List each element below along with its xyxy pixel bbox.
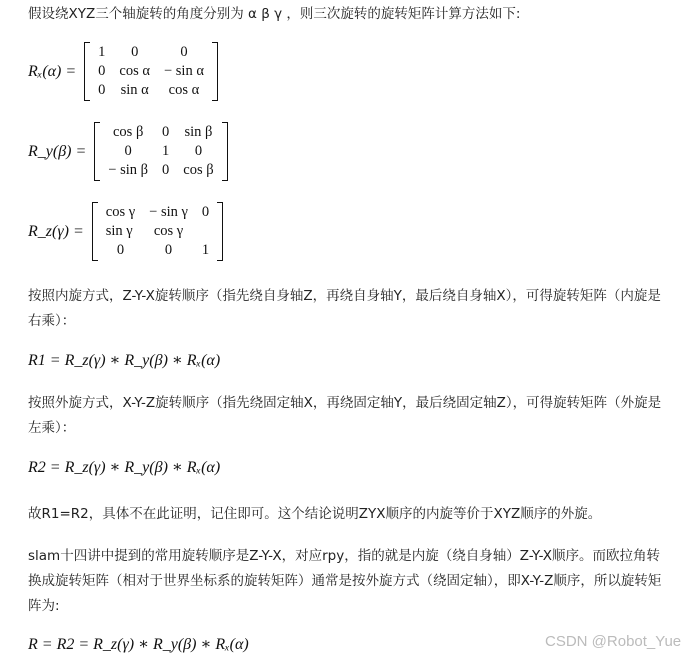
matrix-cell: 0: [124, 143, 132, 159]
matrix-cell: 0: [180, 44, 188, 60]
matrix-cell: sin α: [120, 82, 149, 98]
matrix-cell: [195, 222, 216, 241]
watermark: CSDN @Robot_Yue: [545, 633, 682, 650]
r2-equation: R2 = R_z(γ) ∗ R_y(β) ∗ Rₓ(α): [28, 459, 221, 476]
matrix-cell: sin γ: [105, 223, 133, 239]
matrix-cell: 0: [164, 242, 173, 258]
matrix-cell: cos α: [119, 63, 150, 79]
rz-equation: [28, 202, 223, 261]
intrinsic-rotation-text: 按照内旋方式，Z-Y-X旋转顺序（指先绕自身轴Z，再绕自身轴Y，最后绕自身轴X），可得旋转矩阵（内旋是右乘）：: [28, 288, 661, 329]
matrix-cell: cos α: [168, 82, 200, 98]
matrix-cell: cos β: [112, 124, 144, 140]
rx-equation: [28, 42, 218, 101]
r-equation: R = R2 = R_z(γ) ∗ R_y(β) ∗ Rₓ(α): [28, 636, 249, 653]
matrix-cell: sin β: [184, 124, 213, 140]
rx-label: Rₓ(α) =: [28, 62, 77, 80]
matrix-cell: cos β: [183, 162, 214, 178]
ry-matrix: [94, 122, 227, 181]
extrinsic-rotation-text: 按照外旋方式，X-Y-Z旋转顺序（指先绕固定轴X，再绕固定轴Y，最后绕固定轴Z），可得旋转矩阵（外旋是左乘）：: [28, 395, 662, 436]
matrix-cell: 0: [98, 63, 106, 79]
matrix-cell: 0: [98, 82, 106, 98]
intro-text: 假设绕XYZ三个轴旋转的角度分别为 α β γ ，则三次旋转的旋转矩阵计算方法如下:: [28, 6, 521, 22]
rx-matrix: [84, 42, 218, 101]
matrix-cell: − sin α: [163, 63, 204, 79]
matrix-cell: 0: [162, 162, 170, 178]
matrix-cell: − sin β: [108, 162, 149, 178]
matrix-cell: 0: [194, 143, 203, 159]
matrix-cell: − sin γ: [149, 204, 188, 220]
rz-label: R_z(γ) =: [28, 222, 84, 240]
ry-label: R_y(β) =: [28, 142, 87, 160]
matrix-cell: cos γ: [153, 223, 184, 239]
rz-matrix: [92, 202, 223, 261]
matrix-cell: 1: [201, 242, 210, 258]
matrix-cell: 0: [131, 44, 139, 60]
slam-text: slam十四讲中提到的常用旋转顺序是Z-Y-X，对应rpy，指的就是内旋（绕自身轴）Z-Y-X顺序。而欧拉角转换成旋转矩阵（相对于世界坐标系的旋转矩阵）通常是按外旋方式（绕固定轴），即X-Y-Z顺序，所以旋转矩阵为:: [28, 548, 662, 614]
matrix-cell: 0: [162, 124, 170, 140]
matrix-cell: cos γ: [105, 204, 136, 220]
matrix-cell: 0: [201, 204, 210, 220]
matrix-cell: 1: [98, 44, 106, 60]
conclusion-text: 故R1=R2，具体不在此证明，记住即可。这个结论说明ZYX顺序的内旋等价于XYZ顺序的外旋。: [28, 506, 602, 522]
matrix-cell: 0: [116, 242, 125, 258]
r1-equation: R1 = R_z(γ) ∗ R_y(β) ∗ Rₓ(α): [28, 352, 221, 369]
ry-equation: [28, 122, 228, 181]
matrix-cell: 1: [162, 143, 170, 159]
